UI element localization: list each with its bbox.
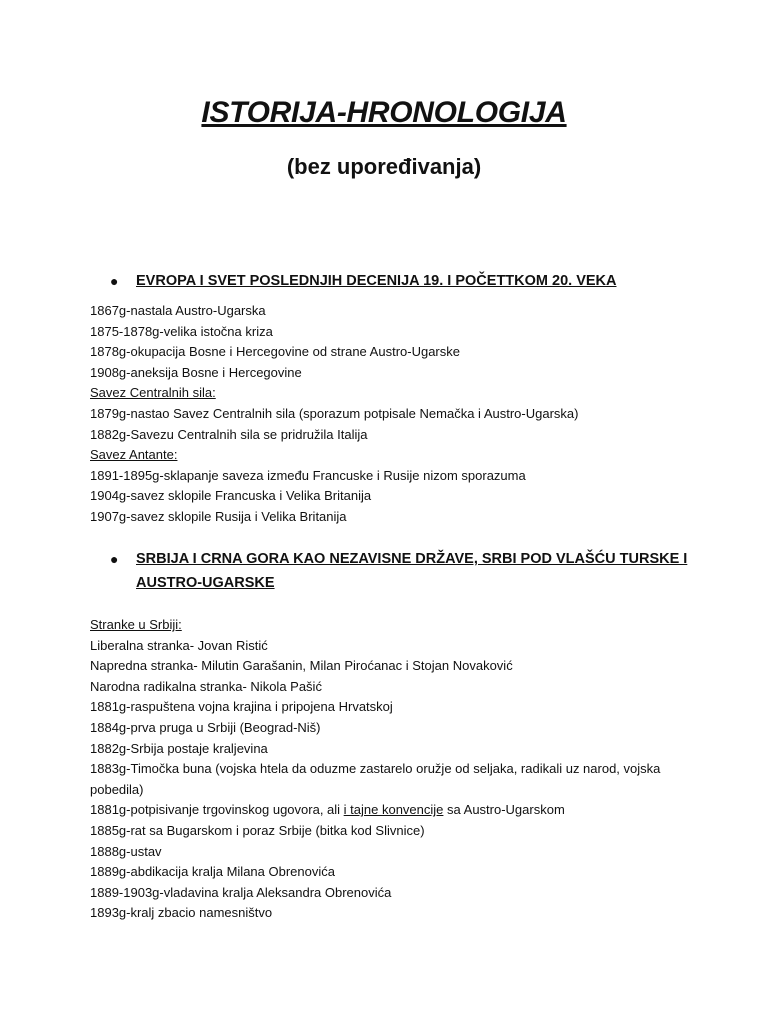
list-item: 1885g-rat sa Bugarskom i poraz Srbije (bitka kod Slivnice) bbox=[90, 822, 425, 838]
list-item: 1889g-abdikacija kralja Milana Obrenovića bbox=[90, 864, 335, 880]
list-item: 1879g-nastao Savez Centralnih sila (sporazum potpisale Nemačka i Austro-Ugarska) bbox=[90, 405, 579, 421]
section-serbia-list bbox=[90, 615, 710, 924]
list-item: 1904g-savez sklopile Francuska i Velika Britanija bbox=[90, 488, 372, 504]
section-heading-serbia bbox=[110, 547, 696, 595]
list-item: Napredna stranka- Milutin Garašanin, Milan Piroćanac i Stojan Novaković bbox=[90, 658, 513, 674]
trade-line-after: sa Austro-Ugarskom bbox=[443, 802, 565, 818]
list-item: 1884g-prva pruga u Srbiji (Beograd-Niš) bbox=[90, 719, 321, 735]
list-item: 1908g-aneksija Bosne i Hercegovine bbox=[90, 364, 302, 380]
list-item: 1882g-Srbija postaje kraljevina bbox=[90, 740, 268, 756]
list-item: Narodna radikalna stranka- Nikola Pašić bbox=[90, 678, 322, 694]
section-heading-text: SRBIJA I CRNA GORA KAO NEZAVISNE DRŽAVE, SRBI POD VLAŠĆU TURSKE I AUSTRO-UGARSKE bbox=[136, 551, 688, 591]
section-heading-text: EVROPA I SVET POSLEDNJIH DECENIJA 19. I POČETTKOM 20. VEKA bbox=[136, 273, 617, 289]
list-item: 1867g-nastala Austro-Ugarska bbox=[90, 303, 266, 318]
secret-convention-text: i tajne konvencije bbox=[343, 802, 444, 818]
bullet-icon: ● bbox=[110, 551, 119, 567]
trade-line-before: 1881g-potpisivanje trgovinskog ugovora, ali bbox=[90, 802, 344, 818]
list-item: 1889-1903g-vladavina kralja Aleksandra Obrenovića bbox=[90, 884, 392, 900]
list-item: 1907g-savez sklopile Rusija i Velika Britanija bbox=[90, 508, 347, 524]
bullet-icon: ● bbox=[110, 273, 119, 289]
section-europe-list bbox=[90, 301, 710, 528]
subheading-entente: Savez Antante: bbox=[90, 447, 178, 463]
subheading-parties: Stranke u Srbiji: bbox=[90, 617, 182, 632]
list-item: 1875-1878g-velika istočna kriza bbox=[90, 323, 273, 339]
list-item: 1891-1895g-sklapanje saveza između Francuske i Rusije nizom sporazuma bbox=[90, 467, 526, 483]
section-heading-europe bbox=[110, 269, 696, 293]
list-item: 1888g-ustav bbox=[90, 843, 162, 859]
list-item: 1882g-Savezu Centralnih sila se pridružila Italija bbox=[90, 426, 368, 442]
list-item: 1893g-kralj zbacio namesništvo bbox=[90, 905, 273, 921]
list-item-trade-agreement bbox=[90, 800, 710, 821]
list-item: 1881g-raspuštena vojna krajina i pripojena Hrvatskoj bbox=[90, 699, 393, 715]
page-subtitle: (bez upoređivanja) bbox=[286, 154, 482, 179]
list-item: 1878g-okupacija Bosne i Hercegovine od strane Austro-Ugarske bbox=[90, 344, 460, 360]
subheading-central-powers: Savez Centralnih sila: bbox=[90, 385, 216, 401]
page-title: ISTORIJA-HRONOLOGIJA bbox=[201, 96, 567, 129]
list-item: Liberalna stranka- Jovan Ristić bbox=[90, 637, 268, 653]
list-item: 1883g-Timočka buna (vojska htela da oduzme zastarelo oružje od seljaka, radikali uz narod, vojska pobedila) bbox=[90, 761, 661, 797]
